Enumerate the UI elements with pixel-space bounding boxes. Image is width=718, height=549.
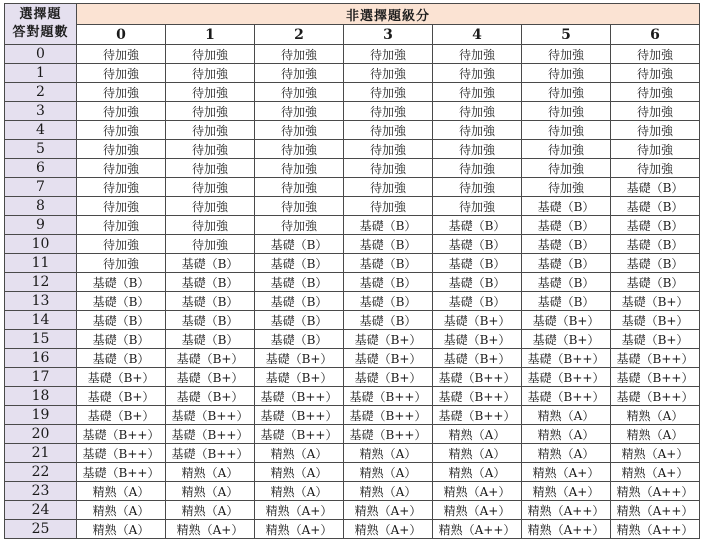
table-row (5, 482, 700, 501)
table-cell: 精熟（A） (522, 444, 611, 463)
table-cell: 精熟（A+） (255, 520, 344, 539)
level-header-2: 2 (255, 25, 344, 45)
table-cell: 待加強 (255, 178, 344, 197)
table-cell: 待加強 (255, 159, 344, 178)
table-cell: 基礎（B+） (611, 311, 700, 330)
table-cell: 待加強 (255, 216, 344, 235)
table-cell: 基礎（B） (522, 254, 611, 273)
table-cell: 基礎（B） (77, 330, 166, 349)
table-cell: 精熟（A+） (166, 520, 255, 539)
row-header: 5 (5, 140, 77, 159)
table-row (5, 292, 700, 311)
table-cell: 精熟（A++） (611, 520, 700, 539)
table-cell: 待加強 (77, 64, 166, 83)
table-cell: 基礎（B+） (611, 292, 700, 311)
table-cell: 精熟（A+） (344, 501, 433, 520)
table-cell: 精熟（A++） (522, 501, 611, 520)
table-cell: 待加強 (522, 178, 611, 197)
table-cell: 精熟（A） (344, 463, 433, 482)
table-cell: 基礎（B+） (77, 406, 166, 425)
row-header: 13 (5, 292, 77, 311)
table-cell: 基礎（B+） (433, 349, 522, 368)
table-cell: 精熟（A+） (611, 444, 700, 463)
row-header: 15 (5, 330, 77, 349)
table-cell: 待加強 (166, 121, 255, 140)
table-cell: 精熟（A+） (522, 482, 611, 501)
table-cell: 基礎（B） (522, 292, 611, 311)
table-cell: 基礎（B） (166, 254, 255, 273)
table-row (5, 368, 700, 387)
table-cell: 基礎（B） (255, 311, 344, 330)
table-cell: 待加強 (433, 83, 522, 102)
table-cell: 精熟（A） (433, 444, 522, 463)
table-cell: 待加強 (77, 45, 166, 64)
row-header: 19 (5, 406, 77, 425)
table-cell: 待加強 (77, 254, 166, 273)
table-cell: 基礎（B++） (522, 368, 611, 387)
row-header: 7 (5, 178, 77, 197)
table-row (5, 387, 700, 406)
table-cell: 基礎（B+） (255, 368, 344, 387)
table-cell: 精熟（A） (255, 482, 344, 501)
table-cell: 基礎（B） (433, 235, 522, 254)
table-cell: 精熟（A） (344, 482, 433, 501)
table-cell: 基礎（B） (611, 216, 700, 235)
table-cell: 基礎（B） (433, 292, 522, 311)
table-cell: 待加強 (522, 83, 611, 102)
table-cell: 基礎（B+） (344, 349, 433, 368)
table-cell: 待加強 (166, 64, 255, 83)
table-cell: 待加強 (77, 121, 166, 140)
table-cell: 待加強 (166, 178, 255, 197)
table-cell: 待加強 (433, 121, 522, 140)
table-cell: 精熟（A） (77, 482, 166, 501)
table-row (5, 45, 700, 64)
table-cell: 待加強 (77, 140, 166, 159)
table-cell: 待加強 (433, 102, 522, 121)
table-cell: 基礎（B） (433, 216, 522, 235)
table-cell: 待加強 (344, 64, 433, 83)
row-header: 10 (5, 235, 77, 254)
table-cell: 基礎（B++） (522, 349, 611, 368)
table-cell: 基礎（B） (344, 292, 433, 311)
table-cell: 基礎（B++） (433, 387, 522, 406)
table-cell: 待加強 (611, 102, 700, 121)
table-cell: 基礎（B+） (611, 330, 700, 349)
table-cell: 精熟（A） (522, 425, 611, 444)
table-cell: 待加強 (77, 197, 166, 216)
row-header: 17 (5, 368, 77, 387)
row-header: 1 (5, 64, 77, 83)
corner-header-line-1: 選擇題 (19, 7, 62, 22)
table-cell: 待加強 (255, 83, 344, 102)
table-row (5, 406, 700, 425)
table-cell: 待加強 (344, 159, 433, 178)
table-cell: 待加強 (344, 140, 433, 159)
table-cell: 待加強 (166, 83, 255, 102)
table-cell: 基礎（B） (344, 235, 433, 254)
table-cell: 基礎（B） (77, 349, 166, 368)
row-header: 8 (5, 197, 77, 216)
table-cell: 精熟（A） (433, 425, 522, 444)
table-cell: 精熟（A） (433, 463, 522, 482)
table-cell: 基礎（B） (77, 311, 166, 330)
column-group-header: 非選擇題級分 (77, 4, 700, 25)
table-cell: 基礎（B+） (77, 368, 166, 387)
table-cell: 待加強 (611, 45, 700, 64)
table-cell: 精熟（A+） (522, 463, 611, 482)
table-row (5, 216, 700, 235)
table-cell: 待加強 (255, 102, 344, 121)
table-cell: 待加強 (611, 83, 700, 102)
table-row (5, 64, 700, 83)
table-cell: 待加強 (77, 178, 166, 197)
table-cell: 基礎（B++） (77, 463, 166, 482)
table-cell: 待加強 (433, 178, 522, 197)
table-cell: 基礎（B+） (255, 349, 344, 368)
table-cell: 待加強 (433, 64, 522, 83)
table-cell: 精熟（A++） (433, 520, 522, 539)
table-cell: 精熟（A+） (611, 463, 700, 482)
table-cell: 基礎（B+） (166, 387, 255, 406)
table-cell: 基礎（B） (611, 197, 700, 216)
table-cell: 待加強 (344, 178, 433, 197)
table-cell: 基礎（B） (611, 254, 700, 273)
table-cell: 基礎（B++） (166, 406, 255, 425)
row-header: 18 (5, 387, 77, 406)
table-cell: 基礎（B+） (522, 330, 611, 349)
table-cell: 待加強 (166, 140, 255, 159)
table-cell: 精熟（A） (255, 444, 344, 463)
table-row (5, 520, 700, 539)
table-cell: 待加強 (433, 197, 522, 216)
table-row (5, 254, 700, 273)
table-cell: 基礎（B） (522, 235, 611, 254)
row-header: 20 (5, 425, 77, 444)
table-row (5, 311, 700, 330)
table-cell: 精熟（A+） (433, 482, 522, 501)
row-header: 6 (5, 159, 77, 178)
table-cell: 基礎（B） (611, 273, 700, 292)
table-cell: 待加強 (522, 121, 611, 140)
table-cell: 待加強 (611, 140, 700, 159)
table-cell: 基礎（B） (255, 273, 344, 292)
table-cell: 精熟（A） (166, 463, 255, 482)
table-cell: 基礎（B+） (344, 330, 433, 349)
table-cell: 基礎（B++） (522, 387, 611, 406)
table-row (5, 463, 700, 482)
table-cell: 待加強 (522, 159, 611, 178)
table-cell: 基礎（B） (77, 292, 166, 311)
table-cell: 基礎（B++） (77, 425, 166, 444)
row-header: 3 (5, 102, 77, 121)
table-cell: 基礎（B） (522, 216, 611, 235)
table-cell: 待加強 (433, 159, 522, 178)
table-cell: 精熟（A+） (344, 520, 433, 539)
table-cell: 基礎（B++） (611, 387, 700, 406)
table-row (5, 178, 700, 197)
level-header-1: 1 (166, 25, 255, 45)
row-header: 25 (5, 520, 77, 539)
table-row (5, 349, 700, 368)
table-cell: 精熟（A） (166, 482, 255, 501)
table-cell: 待加強 (255, 121, 344, 140)
table-cell: 基礎（B++） (344, 425, 433, 444)
table-row (5, 197, 700, 216)
row-header: 2 (5, 83, 77, 102)
table-cell: 待加強 (344, 121, 433, 140)
table-row (5, 425, 700, 444)
table-cell: 基礎（B） (611, 178, 700, 197)
table-cell: 基礎（B++） (611, 368, 700, 387)
table-cell: 待加強 (166, 159, 255, 178)
table-cell: 基礎（B++） (77, 444, 166, 463)
table-cell: 待加強 (344, 197, 433, 216)
level-header-row (5, 25, 700, 45)
row-header: 23 (5, 482, 77, 501)
table-cell: 精熟（A） (344, 444, 433, 463)
table-cell: 基礎（B） (433, 254, 522, 273)
table-cell: 待加強 (433, 45, 522, 64)
row-header: 11 (5, 254, 77, 273)
table-cell: 基礎（B） (344, 216, 433, 235)
table-cell: 待加強 (344, 102, 433, 121)
table-cell: 待加強 (255, 140, 344, 159)
table-cell: 基礎（B） (166, 292, 255, 311)
table-row (5, 83, 700, 102)
score-table-container (4, 3, 700, 539)
table-cell: 基礎（B+） (433, 311, 522, 330)
row-header: 16 (5, 349, 77, 368)
table-cell: 基礎（B+） (344, 368, 433, 387)
table-cell: 基礎（B） (255, 254, 344, 273)
table-cell: 待加強 (166, 197, 255, 216)
table-cell: 待加強 (77, 83, 166, 102)
table-cell: 基礎（B+） (433, 330, 522, 349)
table-cell: 基礎（B++） (344, 406, 433, 425)
table-cell: 待加強 (344, 83, 433, 102)
level-header-6: 6 (611, 25, 700, 45)
table-cell: 精熟（A++） (611, 482, 700, 501)
table-cell: 基礎（B） (166, 330, 255, 349)
table-cell: 基礎（B++） (166, 425, 255, 444)
table-cell: 待加強 (166, 216, 255, 235)
table-cell: 精熟（A++） (611, 501, 700, 520)
table-cell: 精熟（A） (77, 520, 166, 539)
corner-header-line-2: 答對題數 (12, 25, 69, 40)
table-cell: 待加強 (166, 45, 255, 64)
table-cell: 精熟（A） (522, 406, 611, 425)
table-cell: 基礎（B） (166, 273, 255, 292)
table-row (5, 140, 700, 159)
table-cell: 待加強 (77, 159, 166, 178)
level-header-5: 5 (522, 25, 611, 45)
table-cell: 基礎（B+） (166, 368, 255, 387)
table-row (5, 501, 700, 520)
table-cell: 待加強 (255, 64, 344, 83)
row-header: 9 (5, 216, 77, 235)
table-cell: 待加強 (611, 159, 700, 178)
table-cell: 待加強 (166, 102, 255, 121)
table-cell: 精熟（A+） (433, 501, 522, 520)
row-header: 22 (5, 463, 77, 482)
table-cell: 基礎（B） (255, 235, 344, 254)
table-cell: 待加強 (255, 45, 344, 64)
table-row (5, 235, 700, 254)
row-header: 4 (5, 121, 77, 140)
table-cell: 基礎（B） (77, 273, 166, 292)
table-cell: 待加強 (77, 102, 166, 121)
table-cell: 待加強 (522, 45, 611, 64)
table-row (5, 273, 700, 292)
row-header: 24 (5, 501, 77, 520)
table-cell: 精熟（A） (255, 463, 344, 482)
table-row (5, 444, 700, 463)
table-cell: 待加強 (77, 216, 166, 235)
table-cell: 精熟（A+） (255, 501, 344, 520)
level-header-3: 3 (344, 25, 433, 45)
table-cell: 精熟（A） (611, 425, 700, 444)
table-cell: 精熟（A） (166, 501, 255, 520)
table-cell: 基礎（B++） (255, 406, 344, 425)
table-cell: 基礎（B） (344, 311, 433, 330)
table-cell: 基礎（B） (166, 311, 255, 330)
table-cell: 待加強 (166, 235, 255, 254)
table-cell: 基礎（B） (611, 235, 700, 254)
table-cell: 基礎（B++） (255, 387, 344, 406)
table-cell: 精熟（A） (77, 501, 166, 520)
table-cell: 精熟（A++） (522, 520, 611, 539)
row-header: 0 (5, 45, 77, 64)
table-cell: 待加強 (344, 45, 433, 64)
table-body (5, 45, 700, 539)
table-row (5, 121, 700, 140)
table-cell: 基礎（B++） (255, 425, 344, 444)
table-cell: 待加強 (433, 140, 522, 159)
table-cell: 基礎（B） (522, 197, 611, 216)
table-cell: 基礎（B） (255, 330, 344, 349)
table-cell: 基礎（B++） (344, 387, 433, 406)
table-cell: 精熟（A） (611, 406, 700, 425)
table-row (5, 159, 700, 178)
table-cell: 基礎（B） (433, 273, 522, 292)
table-cell: 待加強 (611, 64, 700, 83)
table-row (5, 102, 700, 121)
row-header: 12 (5, 273, 77, 292)
header-row-group (5, 4, 700, 25)
table-cell: 基礎（B） (255, 292, 344, 311)
table-cell: 待加強 (522, 64, 611, 83)
score-conversion-table (4, 3, 700, 539)
table-cell: 基礎（B++） (166, 444, 255, 463)
table-cell: 基礎（B） (522, 273, 611, 292)
row-header: 21 (5, 444, 77, 463)
table-cell: 基礎（B+） (77, 387, 166, 406)
level-header-4: 4 (433, 25, 522, 45)
table-cell: 基礎（B） (344, 254, 433, 273)
table-cell: 基礎（B++） (433, 406, 522, 425)
table-cell: 基礎（B++） (433, 368, 522, 387)
table-cell: 基礎（B++） (611, 349, 700, 368)
table-cell: 待加強 (255, 197, 344, 216)
table-row (5, 330, 700, 349)
table-cell: 待加強 (77, 235, 166, 254)
table-cell: 待加強 (522, 140, 611, 159)
corner-header (5, 4, 77, 45)
table-cell: 待加強 (522, 102, 611, 121)
table-cell: 基礎（B+） (522, 311, 611, 330)
table-cell: 待加強 (611, 121, 700, 140)
level-header-0: 0 (77, 25, 166, 45)
table-cell: 基礎（B+） (166, 349, 255, 368)
table-cell: 基礎（B） (344, 273, 433, 292)
row-header: 14 (5, 311, 77, 330)
